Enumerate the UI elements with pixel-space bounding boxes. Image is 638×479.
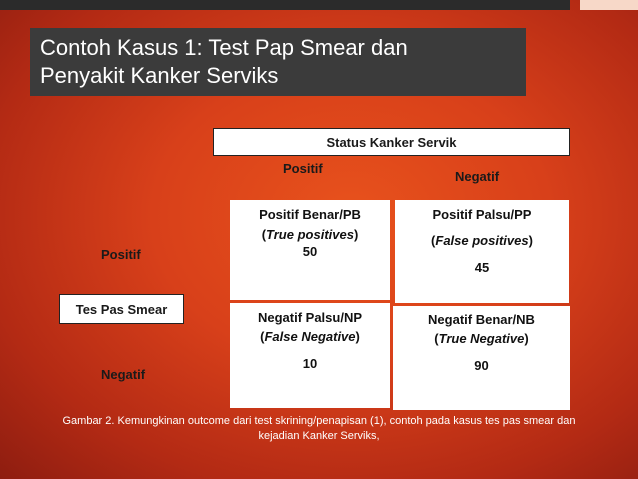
accent-bar-dark xyxy=(0,0,570,10)
tp-label: Positif Benar/PB xyxy=(259,207,361,222)
tp-value: 50 xyxy=(302,244,318,259)
cell-true-negative xyxy=(393,306,570,410)
row-group-label: Tes Pas Smear xyxy=(75,302,168,317)
fn-english: (False Negative) xyxy=(260,329,360,344)
fp-label: Positif Palsu/PP xyxy=(432,207,532,222)
cell-false-positive xyxy=(395,200,569,303)
fp-english: (False positives) xyxy=(431,233,533,248)
slide-title-line2: Penyakit Kanker Serviks xyxy=(40,63,279,88)
row-group-box xyxy=(59,294,184,324)
status-header-label: Status Kanker Servik xyxy=(326,135,457,150)
cell-true-positive xyxy=(230,200,390,300)
fp-value: 45 xyxy=(474,260,490,275)
fn-value: 10 xyxy=(302,356,318,371)
caption-line2: kejadian Kanker Serviks, xyxy=(258,430,380,442)
row-positive-label: Positif xyxy=(101,247,141,262)
accent-bar-light xyxy=(580,0,638,10)
tn-english: (True Negative) xyxy=(434,331,529,346)
slide-title xyxy=(30,28,526,96)
tn-label: Negatif Benar/NB xyxy=(428,312,535,327)
cell-false-negative xyxy=(230,303,390,408)
column-positive-label: Positif xyxy=(283,161,323,176)
fn-label: Negatif Palsu/NP xyxy=(257,310,363,325)
figure-caption xyxy=(0,414,638,444)
caption-line1: Gambar 2. Kemungkinan outcome dari test skrining/penapisan (1), contoh pada kasus tes pas smear dan xyxy=(62,415,576,427)
tp-english: (True positives) xyxy=(261,227,359,242)
tn-value: 90 xyxy=(474,358,489,373)
status-header-box xyxy=(213,128,570,156)
row-negative-label: Negatif xyxy=(101,367,146,382)
top-accent-bar xyxy=(0,0,638,10)
column-negative-label: Negatif xyxy=(455,169,500,184)
slide-title-line1: Contoh Kasus 1: Test Pap Smear dan xyxy=(40,35,408,60)
